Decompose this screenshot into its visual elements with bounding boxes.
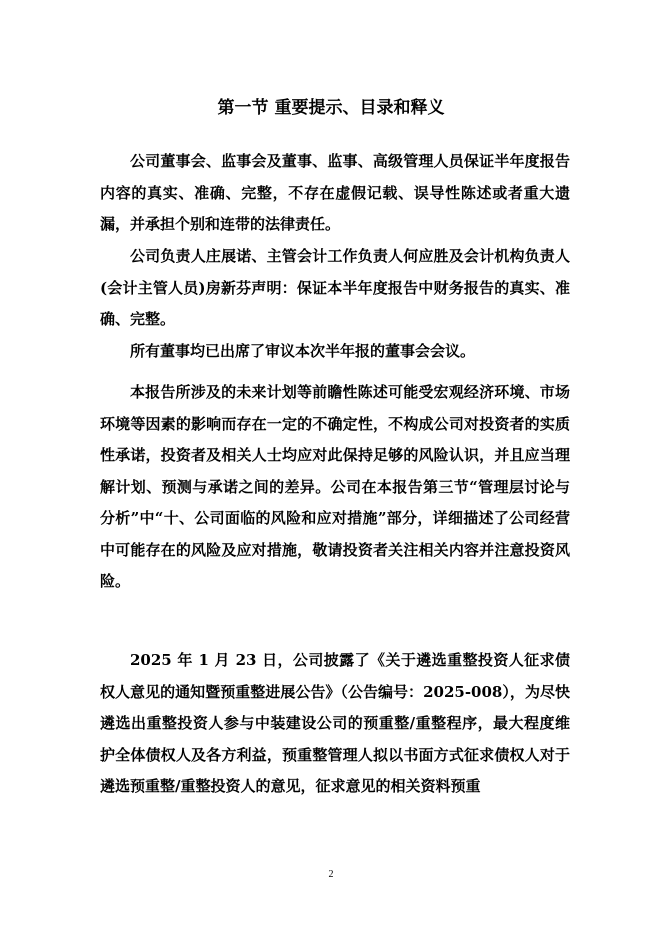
- paragraph-board-attendance: 所有董事均已出席了审议本次半年报的董事会会议。: [130, 342, 476, 360]
- paragraph-forward-looking-risk: 本报告所涉及的未来计划等前瞻性陈述可能受宏观经济环境、市场环境等因素的影响而存在一定的不确定性，不构成公司对投资者的实质性承诺，投资者及相关人士均应对此保持足够的风险认识，并且应当理解计划、预测与承诺之间的差异。公司在本报告第三节“管理层讨论与分析”中“十、公司面临的风险和应对措施”部分，详细描述了公司经营中可能存在的风险及应对措施，敬请投资者关注相关内容并注意投资风险。: [100, 383, 570, 590]
- page-number: 2: [328, 869, 334, 880]
- section-title: 第一节 重要提示、目录和释义: [217, 98, 445, 118]
- paragraph-restructuring-announcement: 2025 年 1 月 23 日，公司披露了《关于遴选重整投资人征求债权人意见的通知暨预重整进展公告》（公告编号：2025-008），为尽快遴选出重整投资人参与中装建设公司的预重整/重整程序，最大程度维护全体债权人及各方利益，预重整管理人拟以书面方式征求债权人对于遴选预重整/重整投资人的意见，征求意见的相关资料预重: [100, 651, 570, 795]
- paragraph-board-guarantee: 公司董事会、监事会及董事、监事、高级管理人员保证半年度报告内容的真实、准确、完整，不存在虚假记载、误导性陈述或者重大遗漏，并承担个别和连带的法律责任。: [100, 152, 570, 233]
- paragraph-responsible-persons-statement: 公司负责人庄展诺、主管会计工作负责人何应胜及会计机构负责人(会计主管人员)房新芬声明：保证本半年度报告中财务报告的真实、准确、完整。: [100, 247, 570, 328]
